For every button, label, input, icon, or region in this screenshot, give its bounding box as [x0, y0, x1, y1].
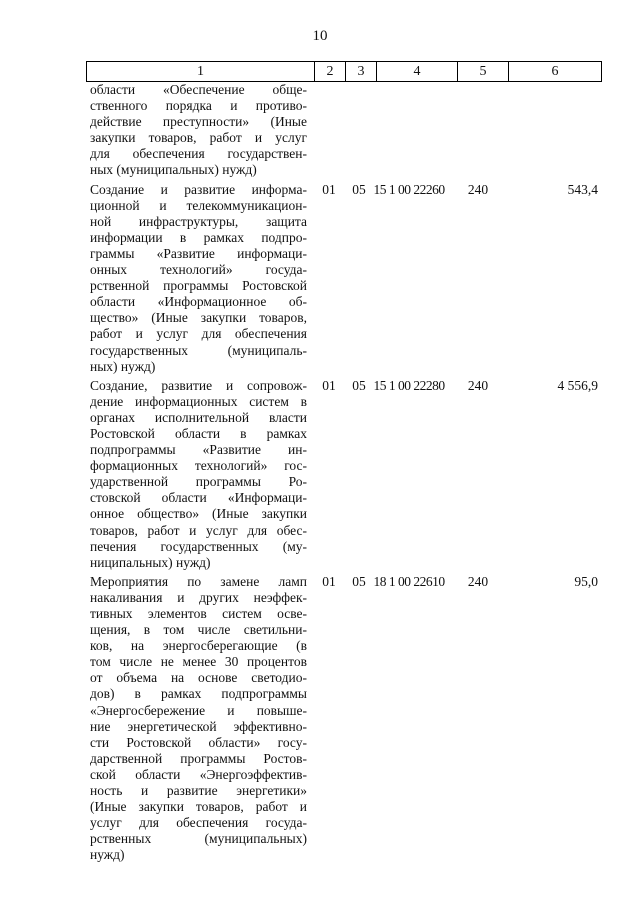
description-line: рственной программы Ростовской [90, 278, 307, 294]
header-col-2: 2 [315, 62, 346, 81]
target-article-code [369, 82, 449, 179]
description-line: Ростовской области в рамках [90, 425, 307, 441]
description-line: ной инфраструктуры, защита [90, 213, 307, 229]
description-line: товаров, работ и услуг для обес- [90, 522, 307, 538]
section-code: 01 [322, 573, 336, 589]
description-line: дение информационных систем в [90, 393, 307, 409]
description-line: ской области «Энергоэффектив- [90, 766, 307, 782]
row-description [86, 82, 313, 179]
expense-type-code: 240 [467, 181, 489, 197]
description-line: ниципальных) нужд) [90, 554, 211, 570]
description-line: сти Ростовской области» госу- [90, 734, 307, 750]
description-line: щения, в том числе светильни- [90, 622, 307, 638]
description-line: дарственной программы Ростов- [90, 750, 307, 766]
description-line: работ и услуг для обеспечения [90, 326, 307, 342]
description-line: от объема на основе светодио- [90, 670, 307, 686]
description-line: услуг для обеспечения госуда- [90, 815, 307, 831]
description-line: рственных (муниципальных) [90, 831, 307, 847]
description-line: ние энергетической эффективно- [90, 718, 307, 734]
amount: 4 556,9 [557, 377, 598, 393]
table-row [86, 574, 602, 864]
subsection-code: 05 [352, 377, 366, 393]
description-line: ных (муниципальных) нужд) [90, 162, 257, 178]
subsection-code: 05 [352, 573, 366, 589]
expense-type-code: 240 [467, 573, 489, 589]
description-line: формационных технологий» гос- [90, 458, 307, 474]
budget-table [86, 61, 602, 867]
target-article-code: 15 1 00 22280 [373, 377, 445, 393]
description-line: ционной и телекоммуникацион- [90, 197, 307, 213]
description-line: (Иные закупки товаров, работ и [90, 799, 307, 815]
amount: 95,0 [574, 573, 598, 589]
section-code: 01 [322, 377, 336, 393]
header-col-6: 6 [551, 63, 559, 79]
description-line: «Энергосбережение и повыше- [90, 702, 307, 718]
header-col-5: 5 [458, 62, 509, 81]
description-line: тивных элементов систем осве- [90, 606, 307, 621]
table-row [86, 82, 602, 179]
description-line: ственного порядка и противо- [90, 98, 307, 114]
row-description [86, 378, 313, 571]
section-code: 01 [322, 181, 336, 197]
description-line: области «Информационное об- [90, 294, 307, 310]
description-line: подпрограммы «Развитие ин- [90, 442, 307, 458]
table-row [86, 378, 602, 571]
page-number: 10 [312, 28, 328, 44]
description-line: дов) в рамках подпрограммы [90, 686, 307, 702]
target-article-code: 18 1 00 22610 [373, 573, 445, 589]
description-line: печения государственных (му- [90, 538, 307, 554]
description-line: стовской области «Информаци- [90, 490, 307, 506]
description-line: закупки товаров, работ и услуг [90, 130, 307, 146]
section-code [314, 82, 344, 179]
table-header [86, 61, 602, 82]
header-col-4: 4 [377, 62, 458, 81]
description-line: государственных (муниципаль- [90, 342, 307, 358]
description-line: ных) нужд) [90, 358, 156, 374]
amount [503, 82, 602, 179]
description-line: накаливания и других неэффек- [90, 589, 307, 605]
header-col-1: 1 [87, 62, 315, 81]
description-line: том числе не менее 30 процентов [90, 654, 307, 670]
description-line: информации в рамках подпро- [90, 229, 307, 245]
target-article-code: 15 1 00 22260 [373, 181, 445, 197]
description-line: граммы «Развитие информаци- [90, 245, 307, 261]
expense-type-code: 240 [467, 377, 489, 393]
amount: 543,4 [567, 181, 598, 197]
description-line: онных технологий» госуда- [90, 262, 307, 278]
description-line: области «Обеспечение обще- [90, 82, 307, 97]
expense-type-code [453, 82, 503, 179]
description-line: онное общество» (Иные закупки [90, 506, 307, 522]
row-description [86, 574, 313, 864]
description-line: для обеспечения государствен- [90, 146, 307, 162]
description-line: щество» (Иные закупки товаров, [90, 310, 307, 326]
description-line: Мероприятия по замене ламп [90, 573, 307, 589]
header-col-3: 3 [346, 62, 377, 81]
description-line: ударственной программы Ро- [90, 474, 307, 490]
table-body [86, 82, 602, 864]
description-line: органах исполнительной власти [90, 409, 307, 425]
description-line: ность и развитие энергетики» [90, 783, 307, 799]
description-line: действие преступности» (Иные [90, 114, 307, 130]
description-line: ков, на энергосберегающие (в [90, 638, 307, 654]
row-description [86, 182, 313, 375]
subsection-code: 05 [352, 181, 366, 197]
description-line: Создание и развитие информа- [90, 181, 307, 197]
description-line: нужд) [90, 847, 125, 863]
table-row [86, 182, 602, 375]
description-line: Создание, развитие и сопровож- [90, 377, 307, 393]
